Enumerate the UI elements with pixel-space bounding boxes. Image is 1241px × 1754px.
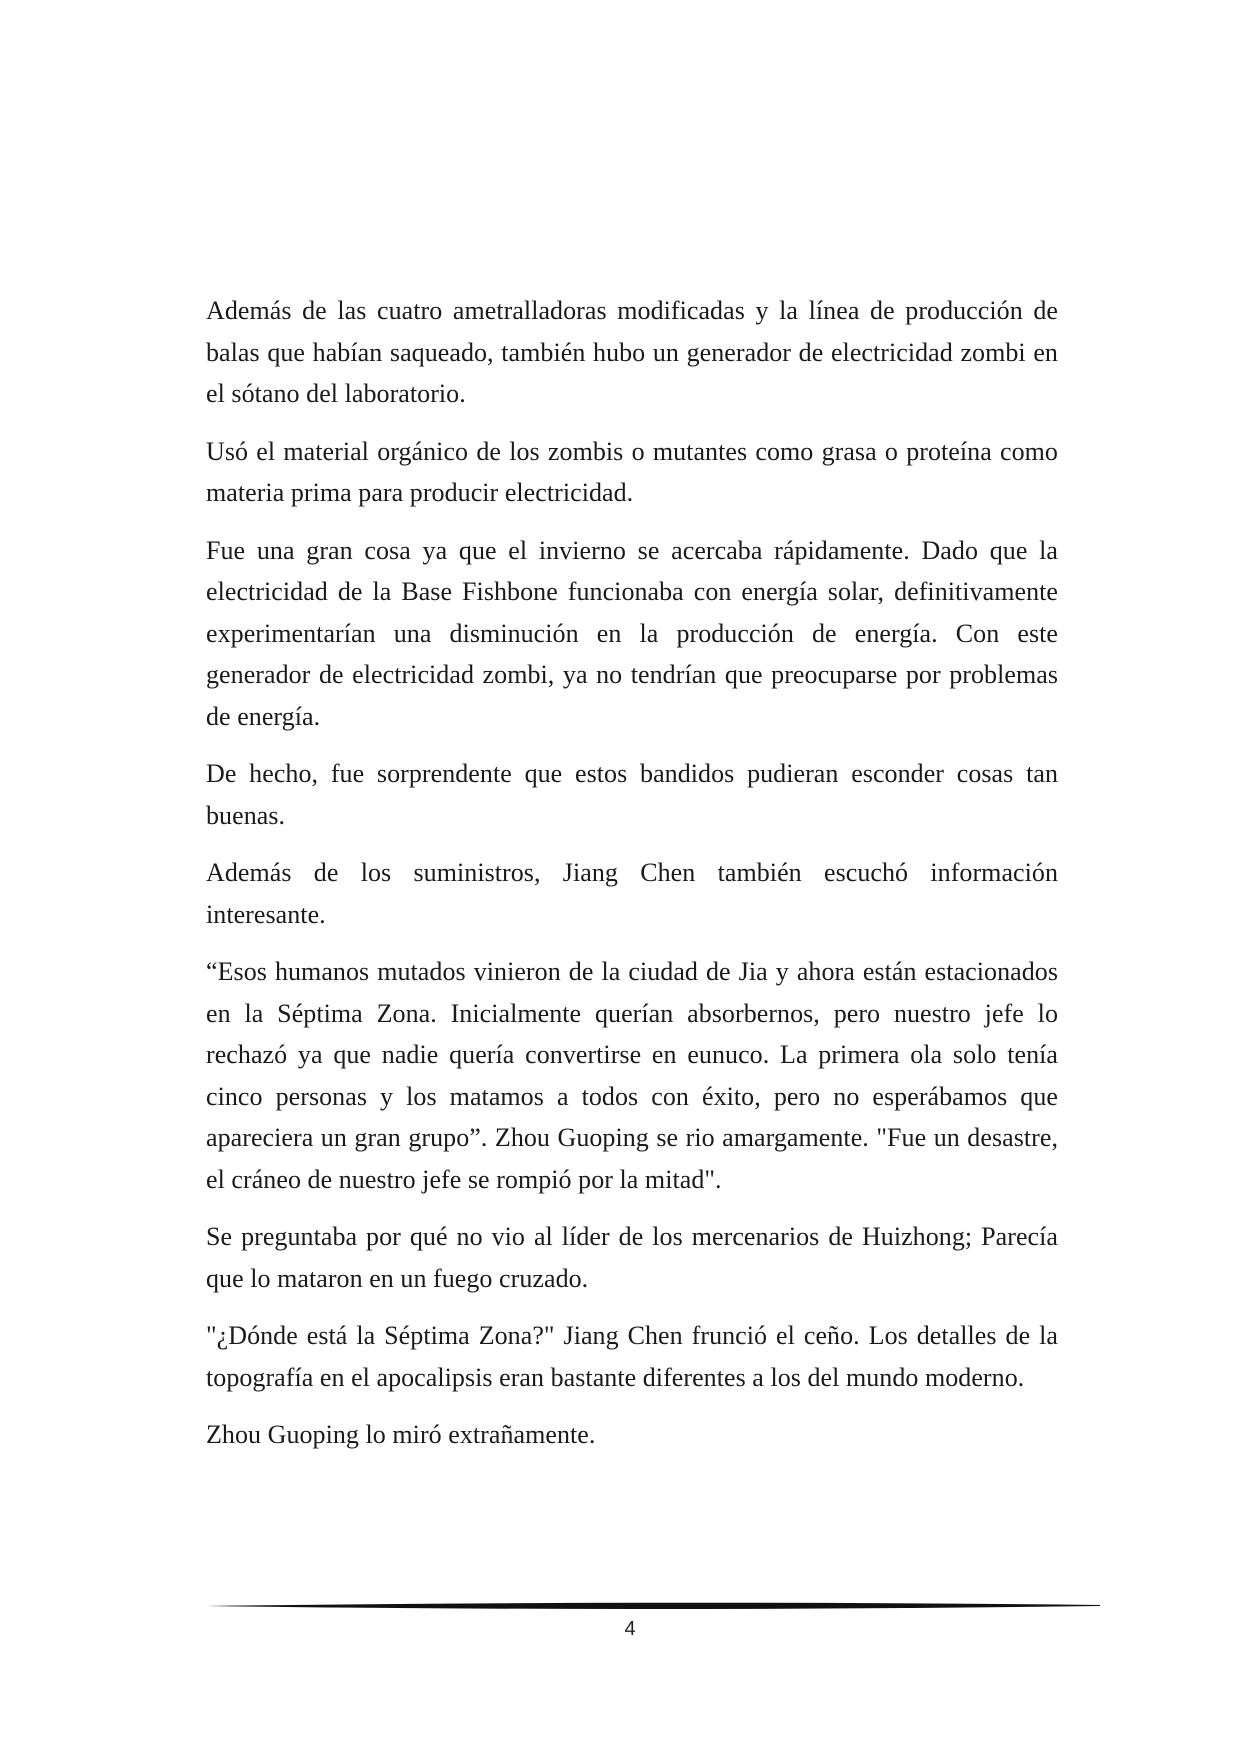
paragraph: “Esos humanos mutados vinieron de la ciudad de Jia y ahora están estacionados en la Séptima Zona. Inicialmente querían absorbernos, pero nuestro jefe lo rechazó ya que nadie quería convertirse en eunuco. La primera ola solo tenía cinco personas y los matamos a todos con éxito, pero no esperábamos que apareciera un gran grupo”. Zhou Guoping se rio amargamente. "Fue un desastre, el cráneo de nuestro jefe se rompió por la mitad".: [206, 957, 1058, 1194]
paragraph: Zhou Guoping lo miró extrañamente.: [206, 1420, 596, 1449]
paragraph: Usó el material orgánico de los zombis o mutantes como grasa o proteína como materia prima para producir electricidad.: [206, 436, 1058, 507]
paragraph: "¿Dónde está la Séptima Zona?" Jiang Chen frunció el ceño. Los detalles de la topografía en el apocalipsis eran bastante diferentes a los del mundo moderno.: [206, 1321, 1058, 1392]
page-body: [206, 290, 1058, 1472]
footer-divider: [206, 1599, 1100, 1613]
paragraph: De hecho, fue sorprendente que estos bandidos pudieran esconder cosas tan buenas.: [206, 759, 1058, 830]
paragraph: Además de las cuatro ametralladoras modificadas y la línea de producción de balas que habían saqueado, también hubo un generador de electricidad zombi en el sótano del laboratorio.: [206, 296, 1058, 408]
page-number: 4: [624, 1618, 636, 1640]
paragraph: Además de los suministros, Jiang Chen también escuchó información interesante.: [206, 858, 1058, 929]
paragraph: Se preguntaba por qué no vio al líder de los mercenarios de Huizhong; Parecía que lo mataron en un fuego cruzado.: [206, 1222, 1058, 1293]
paragraph: Fue una gran cosa ya que el invierno se acercaba rápidamente. Dado que la electricidad de la Base Fishbone funcionaba con energía solar, definitivamente experimentarían una disminución en la producción de energía. Con este generador de electricidad zombi, ya no tendrían que preocuparse por problemas de energía.: [206, 535, 1058, 731]
